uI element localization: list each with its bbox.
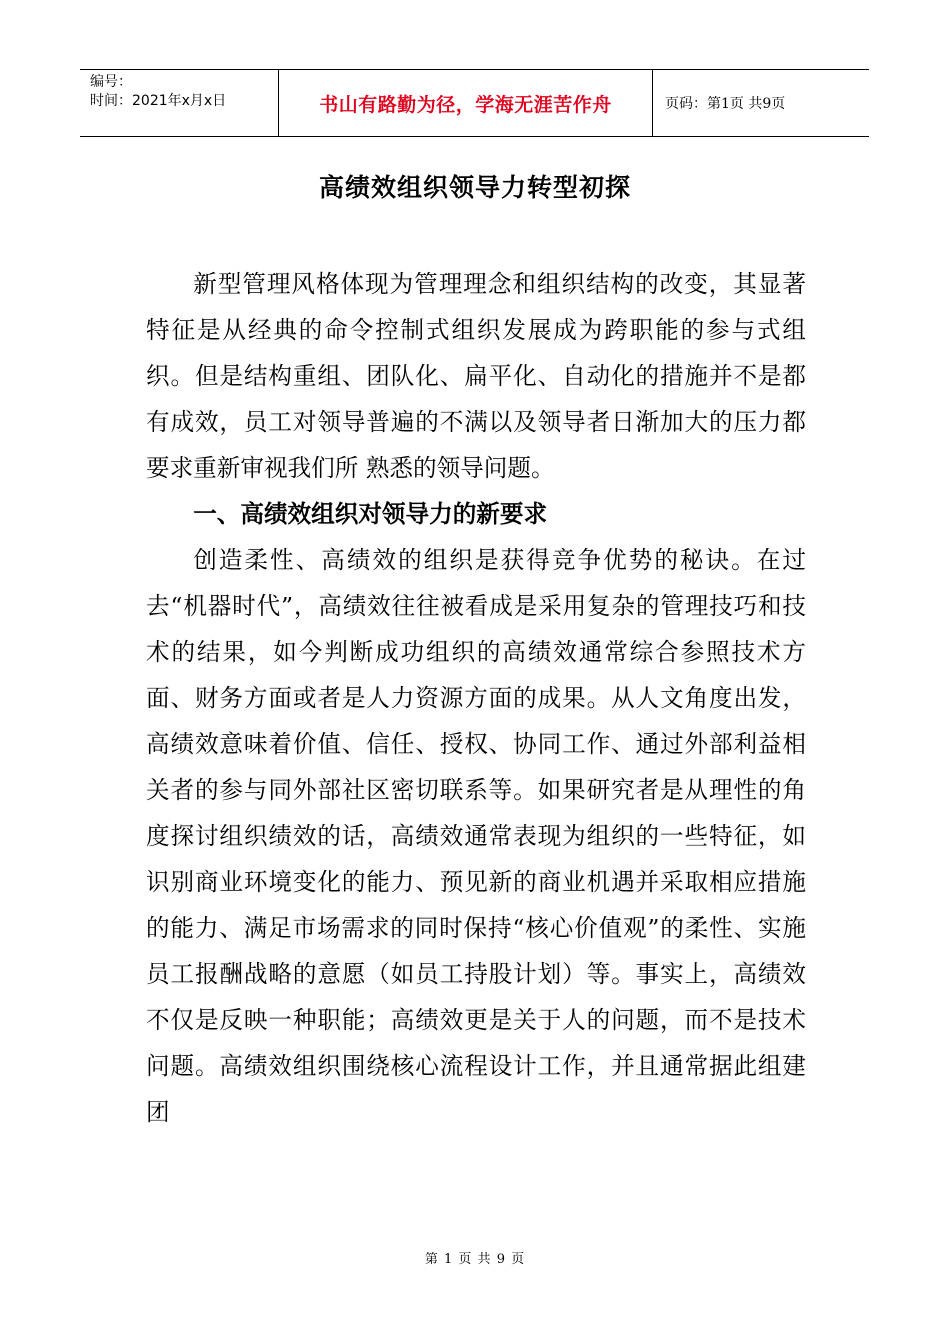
document-date-label: 时间：2021年x月x日 bbox=[90, 93, 227, 109]
section-heading: 一、高绩效组织对领导力的新要求 bbox=[193, 500, 548, 528]
header-meta-cell bbox=[80, 70, 279, 136]
header-page-cell bbox=[653, 70, 869, 136]
page-footer: 第 1 页 共 9 页 bbox=[424, 1252, 526, 1267]
header-page-info: 页码：第1页 共9页 bbox=[665, 96, 786, 112]
header-motto: 书山有路勤为径，学海无涯苦作舟 bbox=[319, 93, 612, 116]
document-number-label: 编号： bbox=[90, 74, 132, 90]
document-title: 高绩效组织领导力转型初探 bbox=[318, 173, 631, 202]
intro-paragraph: 新型管理风格体现为管理理念和组织结构的改变，其显著特征是从经典的命令控制式组织发展成为跨职能的参与式组织。但是结构重组、团队化、扁平化、自动化的措施并不是都有成效，员工对领导普遍的不满以及领导者日渐加大的压力都要求重新审视我们所 熟悉的领导问题。 bbox=[146, 270, 806, 482]
document-body bbox=[146, 261, 806, 1135]
header-table bbox=[80, 69, 869, 137]
header-motto-cell bbox=[279, 70, 653, 136]
section-paragraph: 创造柔性、高绩效的组织是获得竞争优势的秘诀。在过去“机器时代”，高绩效往往被看成是采用复杂的管理技巧和技术的结果，如今判断成功组织的高绩效通常综合参照技术方面、财务方面或者是人力资源方面的成果。从人文角度出发，高绩效意味着价值、信任、授权、协同工作、通过外部利益相关者的参与同外部社区密切联系等。如果研究者是从理性的角度探讨组织绩效的话，高绩效通常表现为组织的一些特征，如识别商业环境变化的能力、预见新的商业机遇并采取相应措施的能力、满足市场需求的同时保持“核心价值观”的柔性、实施员工报酬战略的意愿（如员工持股计划）等。事实上，高绩效不仅是反映一种职能；高绩效更是关于人的问题，而不是技术问题。高绩效组织围绕核心流程设计工作，并且通常据此组建团 bbox=[146, 546, 806, 1126]
